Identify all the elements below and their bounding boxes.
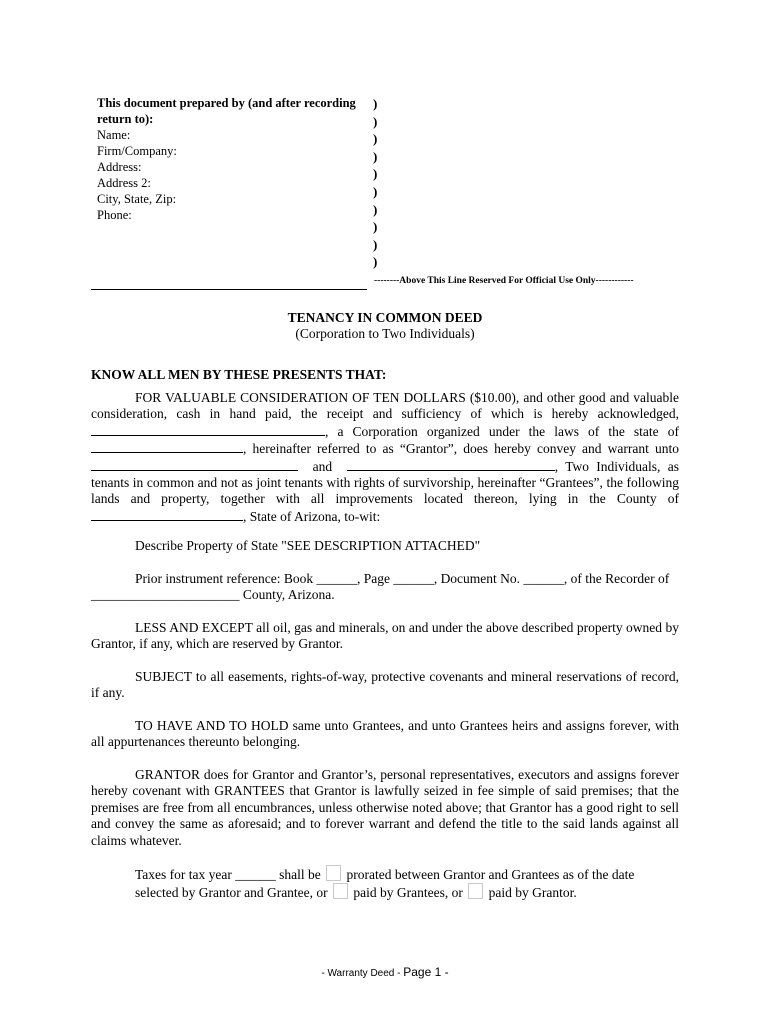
paren: ) (373, 166, 378, 182)
prior-instrument-text: Prior instrument reference: Book ______, Page ______, Document No. ______, of the Recorder of (135, 571, 670, 586)
prior-instrument-paragraph (91, 571, 679, 604)
prorated-text: prorated between Grantor and Grantees as of the date selected by Grantor and Grantee, or (135, 867, 635, 901)
property-description: Describe Property of State "SEE DESCRIPTION ATTACHED" (135, 538, 481, 553)
habendum-paragraph: TO HAVE AND TO HOLD same unto Grantees, and unto Grantees heirs and assigns forever, with all appurtenances thereunto belonging. (91, 718, 679, 750)
page-number: Page 1 - (403, 965, 449, 979)
official-use-line: --------Above This Line Reserved For Official Use Only------------ (374, 276, 634, 286)
document-subtitle: (Corporation to Two Individuals) (295, 326, 475, 341)
grantees-text: , Two Individuals, as tenants in common and not as joint tenants with rights of survivorship, hereinafter “Grantees”, the following lands and property, together with all improvements located thereon, lying in the County of (91, 458, 679, 507)
grantee-2-blank[interactable] (347, 458, 555, 471)
paid-by-grantor-text: paid by Grantor. (488, 885, 577, 901)
paren: ) (373, 183, 378, 199)
paren: ) (373, 219, 378, 235)
paren: ) (373, 236, 378, 252)
consideration-text: FOR VALUABLE CONSIDERATION OF TEN DOLLARS ($10.00), and other good and valuable consideration, cash in hand paid, the receipt and sufficiency of which is hereby acknowledged, (91, 390, 679, 422)
and-text: and (312, 458, 333, 474)
preparer-firm-label: Firm/Company: (97, 144, 177, 158)
page-footer (0, 965, 770, 979)
paren: ) (373, 131, 378, 147)
county-blank[interactable] (91, 508, 243, 521)
preparer-block (97, 95, 365, 223)
preparer-address-label: Address: (97, 160, 142, 174)
preparer-city-label: City, State, Zip: (97, 192, 177, 206)
grantee-1-blank[interactable] (91, 458, 298, 471)
taxes-paragraph (91, 865, 679, 902)
recording-divider-line (91, 289, 367, 290)
state-of-arizona-text: , State of Arizona, to-wit: (243, 508, 381, 524)
less-except-paragraph: LESS AND EXCEPT all oil, gas and minerals, on and under the above described property owned by Grantor, if any, which are reserved by Grantor. (91, 620, 679, 652)
warranty-paragraph: GRANTOR does for Grantor and Grantor’s, personal representatives, executors and assigns forever hereby covenant with GRANTEES that Grantor is lawfully seized in fee simple of said premises; that the premises are free from all encumbrances, unless otherwise noted above; that Grantor has a good right to sell and convey the same as aforesaid; and to forever warrant and defend the title to the said lands against all claims whatever. (91, 767, 679, 848)
footer-label: - Warranty Deed - (321, 968, 401, 979)
intro-heading: KNOW ALL MEN BY THESE PRESENTS THAT: (91, 367, 387, 382)
paid-by-grantees-text: paid by Grantees, or (353, 885, 463, 901)
subject-paragraph: SUBJECT to all easements, rights-of-way, protective covenants and mineral reservations of record, if any. (91, 669, 679, 701)
paid-by-grantees-checkbox[interactable] (333, 883, 348, 899)
taxes-text: Taxes for tax year ______ shall be (135, 867, 321, 882)
preparer-address2-label: Address 2: (97, 176, 151, 190)
corporation-text: , a Corporation organized under the laws of the state of (325, 423, 679, 439)
grantor-name-blank[interactable] (91, 423, 325, 436)
bracket-column (373, 95, 377, 271)
paren: ) (373, 96, 378, 111)
state-blank[interactable] (91, 440, 243, 453)
paid-by-grantor-checkbox[interactable] (468, 883, 483, 899)
paren: ) (373, 148, 378, 164)
paren: ) (373, 113, 378, 129)
consideration-paragraph (91, 390, 679, 525)
prior-county-text: ______________________ County, Arizona. (91, 587, 335, 603)
document-title: TENANCY IN COMMON DEED (287, 310, 483, 325)
prorated-checkbox[interactable] (326, 865, 341, 881)
paren: ) (373, 201, 378, 217)
preparer-name-label: Name: (97, 128, 131, 142)
preparer-heading: This document prepared by (and after recording return to): (97, 96, 356, 126)
preparer-phone-label: Phone: (97, 208, 132, 222)
paren: ) (373, 254, 378, 270)
convey-text: , hereinafter referred to as “Grantor”, does hereby convey and warrant unto (243, 441, 679, 457)
